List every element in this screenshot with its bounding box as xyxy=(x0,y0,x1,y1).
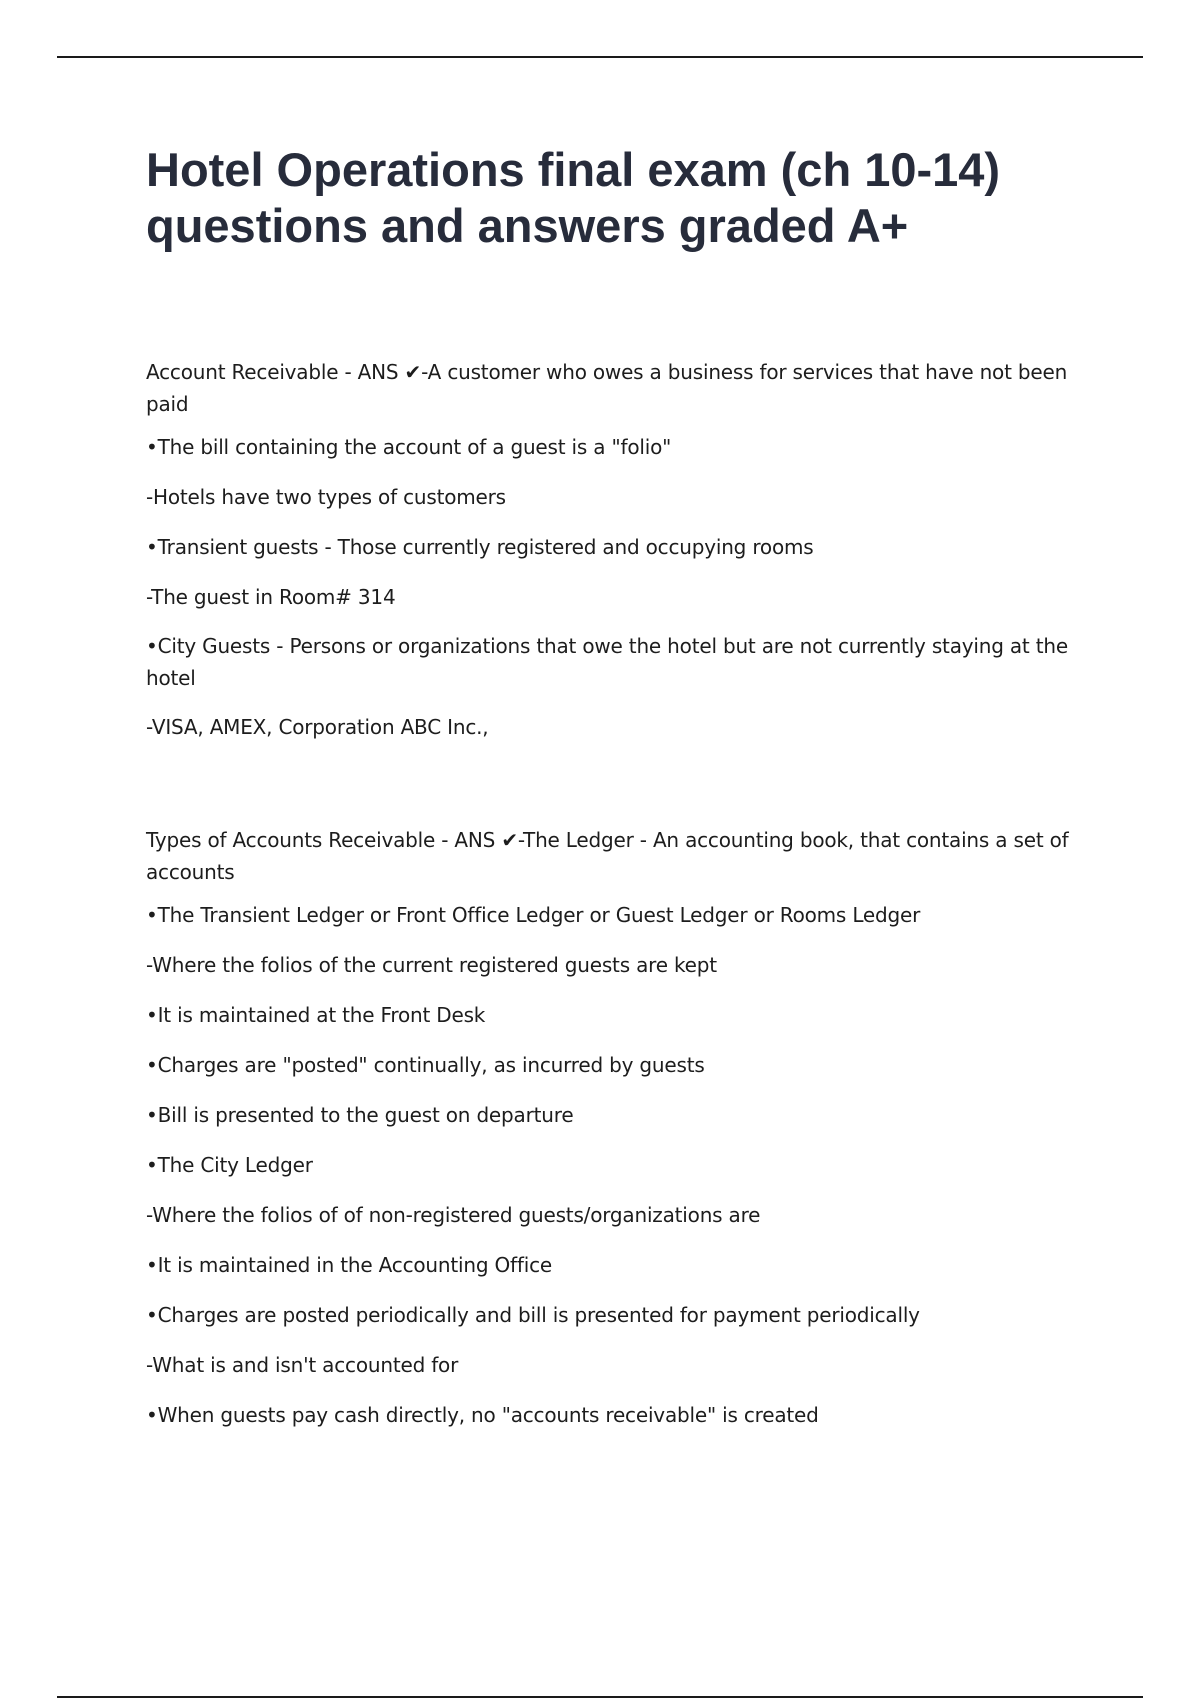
qa-answer-line: •City Guests - Persons or organizations that owe the hotel but are not currently staying at the hotel xyxy=(146,634,1068,690)
qa-answer-line: -VISA, AMEX, Corporation ABC Inc., xyxy=(146,715,489,739)
qa-answer-line: •Charges are posted periodically and bill is presented for payment periodically xyxy=(146,1303,920,1327)
qa-answer-line: •Transient guests - Those currently registered and occupying rooms xyxy=(146,535,814,559)
qa-answer-line: -Where the folios of of non-registered guests/organizations are xyxy=(146,1203,761,1227)
qa-question-line: Types of Accounts Receivable - ANS ✔-The Ledger - An accounting book, that contains a set of accounts xyxy=(146,828,1069,884)
qa-item-account-receivable xyxy=(146,356,1081,760)
header-divider xyxy=(57,56,1143,58)
qa-answer-line: •Charges are "posted" continually, as incurred by guests xyxy=(146,1053,705,1077)
qa-answer-line: -What is and isn't accounted for xyxy=(146,1353,459,1377)
qa-answer-line: •It is maintained at the Front Desk xyxy=(146,1003,486,1027)
qa-answer-line: -Hotels have two types of customers xyxy=(146,485,506,509)
qa-answer-line: •The bill containing the account of a guest is a "folio" xyxy=(146,435,672,459)
qa-item-types-of-accounts-receivable xyxy=(146,824,1081,1448)
page-title: Hotel Operations final exam (ch 10-14) questions and answers graded A+ xyxy=(146,143,1001,252)
qa-answer-line: •It is maintained in the Accounting Office xyxy=(146,1253,552,1277)
qa-answer-line: •The City Ledger xyxy=(146,1153,313,1177)
qa-answer-line: -Where the folios of the current registered guests are kept xyxy=(146,953,717,977)
footer-divider xyxy=(57,1696,1143,1698)
qa-answer-line: •When guests pay cash directly, no "accounts receivable" is created xyxy=(146,1403,819,1427)
qa-answer-line: •Bill is presented to the guest on departure xyxy=(146,1103,574,1127)
qa-answer-line: •The Transient Ledger or Front Office Ledger or Guest Ledger or Rooms Ledger xyxy=(146,903,921,927)
qa-question-line: Account Receivable - ANS ✔-A customer who owes a business for services that have not been paid xyxy=(146,360,1068,416)
qa-answer-line: -The guest in Room# 314 xyxy=(146,585,396,609)
